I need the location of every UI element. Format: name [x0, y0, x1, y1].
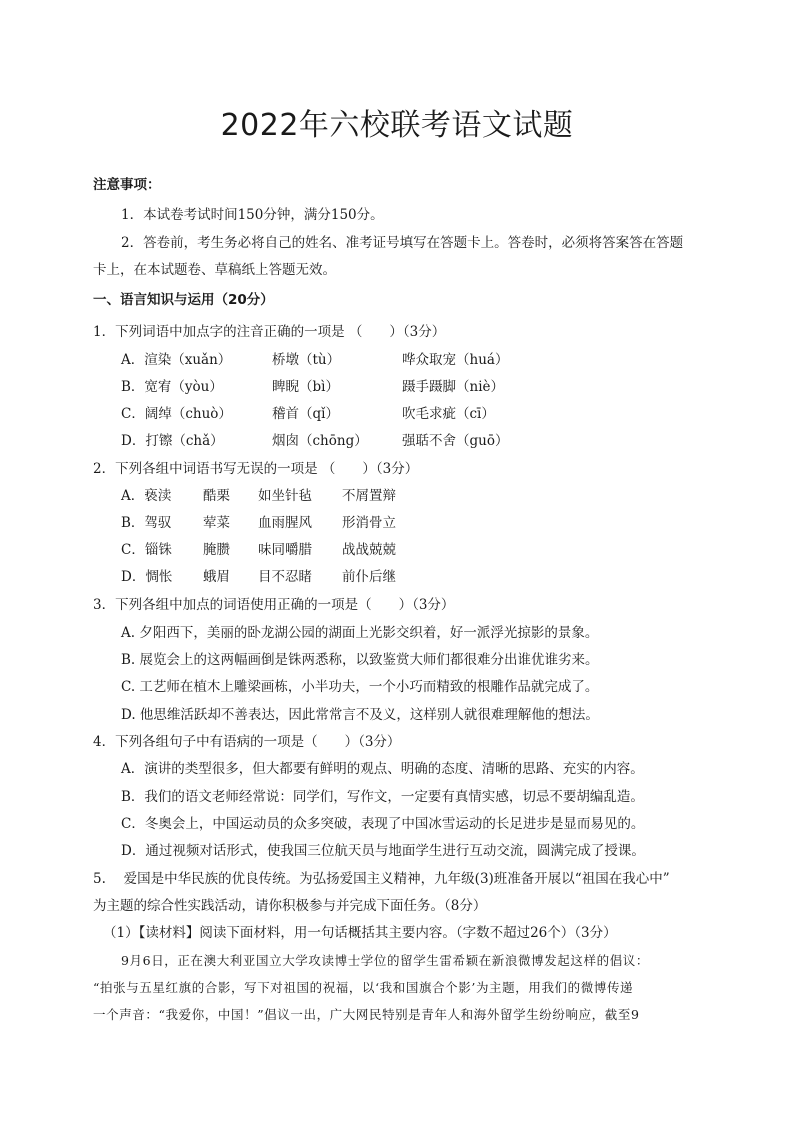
q4-stem: 4．下列各组句子中有语病的一项是（ ）（3分） [93, 734, 401, 750]
q2-b-col1: B．驾驭 [121, 515, 172, 531]
q2-c-col1: C．锱铢 [121, 542, 172, 558]
q2-a-col3: 如坐针毡 [258, 488, 312, 504]
q3-option-b: B. 展览会上的这两幅画倒是铢两悉称，以致鉴赏大师们都很难分出谁优谁劣来。 [121, 652, 599, 668]
q1-b-col2: 睥睨（bì） [272, 379, 339, 395]
notice-item-2a: 2．答卷前，考生务必将自己的姓名、准考证号填写在答题卡上。答卷时，必须将答案答在答题 [121, 235, 684, 251]
q1-a-col1: A．渲染（xuǎn） [121, 352, 232, 368]
q3-stem: 3．下列各组中加点的词语使用正确的一项是（ ）（3分） [93, 597, 455, 613]
notice-item-2b: 卡上，在本试题卷、草稿纸上答题无效。 [93, 262, 336, 278]
q4-option-a: A．演讲的类型很多，但大都要有鲜明的观点、明确的态度、清晰的思路、充实的内容。 [121, 761, 644, 777]
q2-a-col1: A．亵渎 [121, 488, 172, 504]
q2-d-col3: 目不忍睹 [258, 569, 312, 585]
notice-item-1: 1．本试卷考试时间150分钟，满分150分。 [121, 207, 384, 223]
q5-line-2: 为主题的综合性实践活动，请你积极参与并完成下面任务。（8分） [93, 898, 487, 914]
notice-heading: 注意事项： [93, 177, 161, 193]
q1-d-col2: 烟囱（chōng） [272, 433, 368, 449]
page-title: 2022年六校联考语文试题 [220, 108, 574, 143]
q1-a-col3: 哗众取宠（huá） [402, 352, 509, 368]
q4-option-b: B．我们的语文老师经常说：同学们，写作文，一定要有真情实感，切忌不要胡编乱造。 [121, 789, 644, 805]
q3-option-c: C. 工艺师在植木上雕梁画栋，小半功夫，一个小巧而精致的根雕作品就完成了。 [121, 679, 599, 695]
q2-c-col4: 战战兢兢 [342, 542, 396, 558]
q2-a-col2: 酷栗 [203, 488, 230, 504]
q1-c-col3: 吹毛求疵（cī） [402, 406, 495, 422]
q1-d-col3: 强聒不舍（guō） [402, 433, 509, 449]
q2-d-col1: D．惆怅 [121, 569, 173, 585]
q1-c-col2: 稽首（qǐ） [272, 406, 339, 422]
q2-b-col3: 血雨腥风 [258, 515, 312, 531]
q1-c-col1: C．阔绰（chuò） [121, 406, 232, 422]
q4-option-d: D．通过视频对话形式，使我国三位航天员与地面学生进行互动交流，圆满完成了授课。 [121, 843, 645, 859]
q5-line-1: 5. 爱国是中华民族的优良传统。为弘扬爱国主义精神，九年级(3)班准备开展以“祖国在我心中” [93, 871, 670, 887]
q2-c-col2: 腌臜 [203, 542, 230, 558]
q2-b-col2: 荤菜 [203, 515, 230, 531]
q1-b-col3: 蹑手蹑脚（niè） [402, 379, 505, 395]
q3-option-d: D. 他思维活跃却不善表达，因此常常言不及义，这样别人就很难理解他的想法。 [121, 707, 599, 723]
q4-option-c: C．冬奥会上，中国运动员的众多突破，表现了中国冰雪运动的长足进步是显而易见的。 [121, 816, 645, 832]
q1-stem: 1．下列词语中加点字的注音正确的一项是 （ ）（3分） [93, 324, 446, 340]
q1-b-col1: B．宽宥（yòu） [121, 379, 223, 395]
q3-option-a: A. 夕阳西下，美丽的卧龙湖公园的湖面上光影交织着，好一派浮光掠影的景象。 [121, 625, 599, 641]
q5-material-line-3: 一个声音：“我爱你，中国！”倡议一出，广大网民特别是青年人和海外留学生纷纷响应，截至9 [93, 1007, 640, 1022]
section-1-heading: 一、语言知识与运用（20分） [93, 292, 274, 308]
q5-sub-1: （1）【读材料】阅读下面材料，用一句话概括其主要内容。（字数不超过26个）（3分） [103, 925, 617, 941]
q2-a-col4: 不屑置辩 [342, 488, 396, 504]
q2-d-col4: 前仆后继 [342, 569, 396, 585]
q2-b-col4: 形消骨立 [342, 515, 396, 531]
q1-d-col1: D．打镲（chǎ） [121, 433, 224, 449]
q2-c-col3: 味同嚼腊 [258, 542, 312, 558]
q2-stem: 2．下列各组中词语书写无误的一项是 （ ）（3分） [93, 461, 419, 477]
q5-material-line-2: “拍张与五星红旗的合影，写下对祖国的祝福，以‘我和国旗合个影’为主题，用我们的微博传递 [93, 980, 634, 995]
q5-material-line-1: 9月6日，正在澳大利亚国立大学攻读博士学位的留学生雷希颖在新浪微博发起这样的倡议： [121, 953, 650, 968]
q2-d-col2: 蛾眉 [203, 569, 230, 585]
q1-a-col2: 桥墩（tù） [272, 352, 341, 368]
